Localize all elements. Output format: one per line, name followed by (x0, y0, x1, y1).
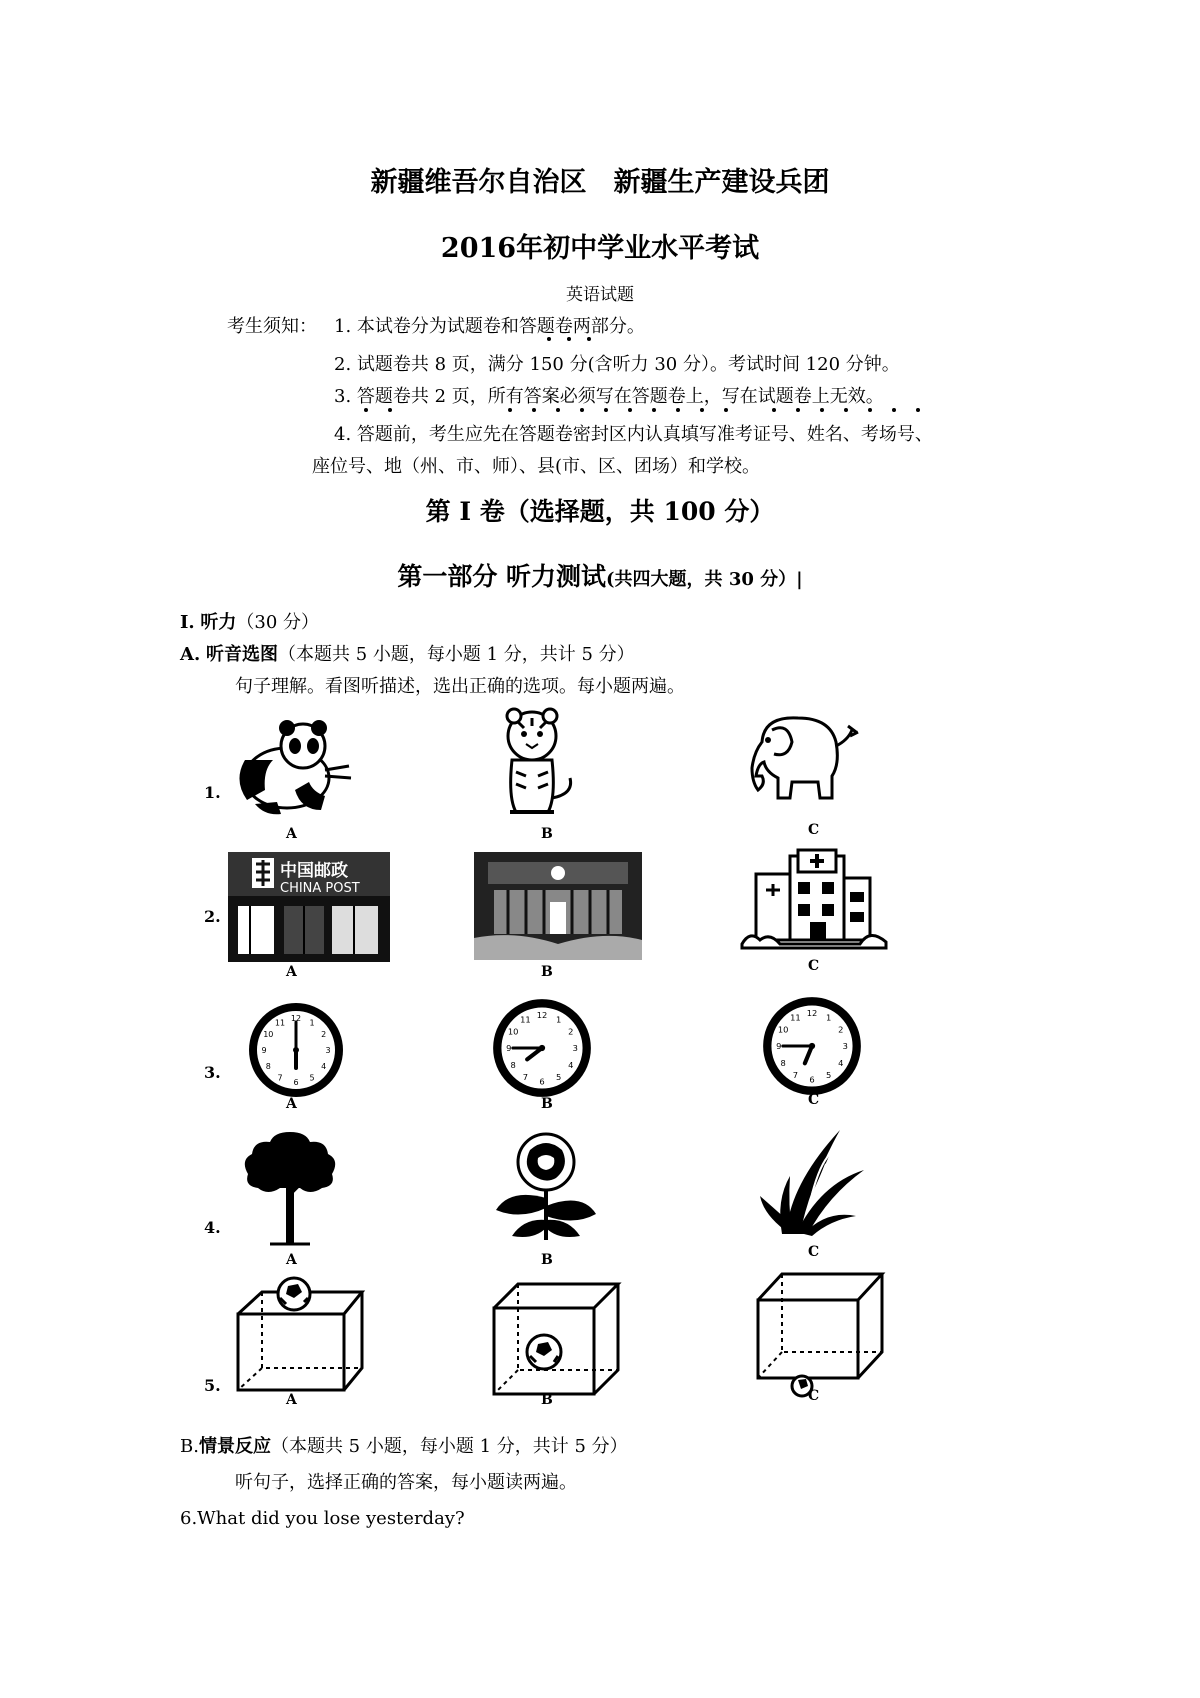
post-office-icon (228, 852, 390, 962)
volume-title: 第 I 卷（选择题，共 100 分） (425, 497, 775, 526)
svg-text:4: 4 (568, 1059, 574, 1070)
svg-text:9: 9 (506, 1043, 512, 1054)
q4-option-c: C (808, 1244, 820, 1260)
svg-text:6: 6 (293, 1078, 299, 1087)
q3-number: 3. (204, 1063, 221, 1082)
section-a-rules: （本题共 5 小题，每小题 1 分，共计 5 分） (277, 644, 635, 665)
elephant-icon (752, 712, 862, 812)
clock-icon (246, 1000, 346, 1100)
part-title-main: 第一部分 听力测试 (397, 562, 607, 591)
section-a-instruction: 句子理解。看图听描述，选出正确的选项。每小题两遍。 (235, 676, 685, 697)
notes-item-1: 1. 本试卷分为试题卷和答题卷两部分。 (334, 316, 645, 337)
q5-number: 5. (204, 1376, 221, 1395)
svg-text:1: 1 (555, 1014, 562, 1025)
svg-text:5: 5 (555, 1071, 562, 1082)
panda-icon (225, 720, 355, 820)
svg-text:8: 8 (265, 1062, 271, 1071)
question-6: 6.What did you lose yesterday? (180, 1508, 465, 1529)
svg-text:1: 1 (825, 1012, 832, 1023)
notes-item-2: 2. 试题卷共 8 页，满分 150 分(含听力 30 分）。考试时间 120 分钟。 (334, 354, 900, 375)
ball-in-box-icon (490, 1278, 620, 1400)
notes-item-3: 3. 答题卷共 2 页，所有答案必须写在答题卷上，写在试题卷上无效。 (334, 386, 884, 407)
svg-text:9: 9 (776, 1041, 782, 1052)
svg-text:2: 2 (568, 1026, 574, 1037)
svg-text:10: 10 (263, 1030, 274, 1039)
svg-text:2: 2 (321, 1030, 327, 1039)
q1-number: 1. (204, 783, 221, 802)
q4-number: 4. (204, 1218, 221, 1237)
police-station-icon (474, 852, 642, 960)
svg-text:5: 5 (825, 1069, 832, 1080)
section-b-instruction: 听句子，选择正确的答案，每小题读两遍。 (235, 1472, 577, 1493)
svg-text:11: 11 (274, 1018, 286, 1028)
section-b (180, 1432, 628, 1458)
svg-text:10: 10 (507, 1026, 519, 1037)
q2-option-c: C (808, 958, 820, 974)
section-b-rules: （本题共 5 小题，每小题 1 分，共计 5 分） (270, 1436, 628, 1457)
svg-text:6: 6 (809, 1074, 815, 1085)
svg-text:4: 4 (838, 1057, 844, 1068)
q5-option-a: A (286, 1392, 297, 1408)
section-a (180, 640, 635, 666)
svg-text:1: 1 (309, 1018, 315, 1028)
svg-text:12: 12 (536, 1009, 548, 1020)
q5-option-c: C (808, 1388, 820, 1404)
post-sign-text: 中国邮政 (280, 861, 348, 881)
svg-text:12: 12 (290, 1014, 302, 1023)
q4-option-b: B (541, 1252, 553, 1268)
svg-text:8: 8 (510, 1059, 516, 1070)
svg-text:3: 3 (842, 1041, 848, 1052)
svg-text:4: 4 (321, 1062, 327, 1071)
svg-text:10: 10 (777, 1024, 789, 1035)
emphasis-dots (545, 336, 605, 344)
q2-option-b: B (541, 964, 553, 980)
section-a-label: A. (180, 644, 201, 665)
svg-text:3: 3 (572, 1043, 578, 1054)
exam-subject: 英语试题 (566, 285, 634, 305)
section-b-title: 情景反应 (198, 1436, 271, 1457)
svg-text:8: 8 (780, 1057, 786, 1068)
svg-text:7: 7 (522, 1071, 529, 1082)
section-i-points: （30 分） (236, 612, 320, 633)
q1-option-a: A (286, 826, 297, 842)
svg-text:7: 7 (792, 1069, 799, 1080)
exam-title-region: 新疆维吾尔自治区 新疆生产建设兵团 (370, 167, 830, 198)
svg-text:12: 12 (806, 1007, 818, 1018)
section-i-label: I. (180, 612, 195, 633)
hospital-icon (740, 848, 890, 956)
svg-text:11: 11 (790, 1012, 801, 1023)
q3-option-a: A (286, 1096, 297, 1112)
q5-option-b: B (541, 1392, 553, 1408)
svg-text:2: 2 (838, 1024, 844, 1035)
ball-on-box-icon (232, 1278, 362, 1398)
q2-option-a: A (286, 964, 297, 980)
post-sign-text-en: CHINA POST (280, 881, 360, 896)
section-i-title: 听力 (200, 612, 237, 633)
ball-under-box-icon (754, 1264, 884, 1394)
tiger-icon (490, 708, 580, 820)
svg-text:7: 7 (277, 1073, 283, 1083)
q4-option-a: A (286, 1252, 297, 1268)
part-title (0, 557, 1200, 593)
q1-option-b: B (541, 826, 553, 842)
q3-option-b: B (541, 1096, 553, 1112)
notes-item-4-cont: 座位号、地（州、市、师）、县(市、区、团场）和学校。 (312, 456, 761, 477)
svg-text:11: 11 (520, 1014, 531, 1025)
part-title-note: (共四大题，共 30 分）| (606, 569, 803, 590)
q2-number: 2. (204, 907, 221, 926)
tree-icon (240, 1128, 340, 1246)
emphasis-dots-2 (360, 407, 930, 415)
q3-option-c: C (808, 1092, 820, 1108)
section-i (180, 608, 319, 634)
svg-text:9: 9 (261, 1046, 267, 1055)
svg-text:6: 6 (539, 1076, 545, 1087)
clock-icon (490, 996, 594, 1100)
exam-title: 2016年初中学业水平考试 (440, 233, 760, 264)
q1-option-c: C (808, 822, 820, 838)
notes-label: 考生须知： (227, 316, 317, 337)
svg-text:5: 5 (309, 1073, 315, 1083)
section-b-label: B. (180, 1436, 199, 1457)
clock-icon (760, 994, 864, 1098)
svg-text:3: 3 (325, 1046, 331, 1055)
notes-item-4: 4. 答题前，考生应先在答题卷密封区内认真填写准考证号、姓名、考场号、 (334, 424, 933, 445)
section-a-title: 听音选图 (205, 644, 278, 665)
grass-icon (760, 1124, 870, 1240)
flower-icon (490, 1128, 600, 1244)
